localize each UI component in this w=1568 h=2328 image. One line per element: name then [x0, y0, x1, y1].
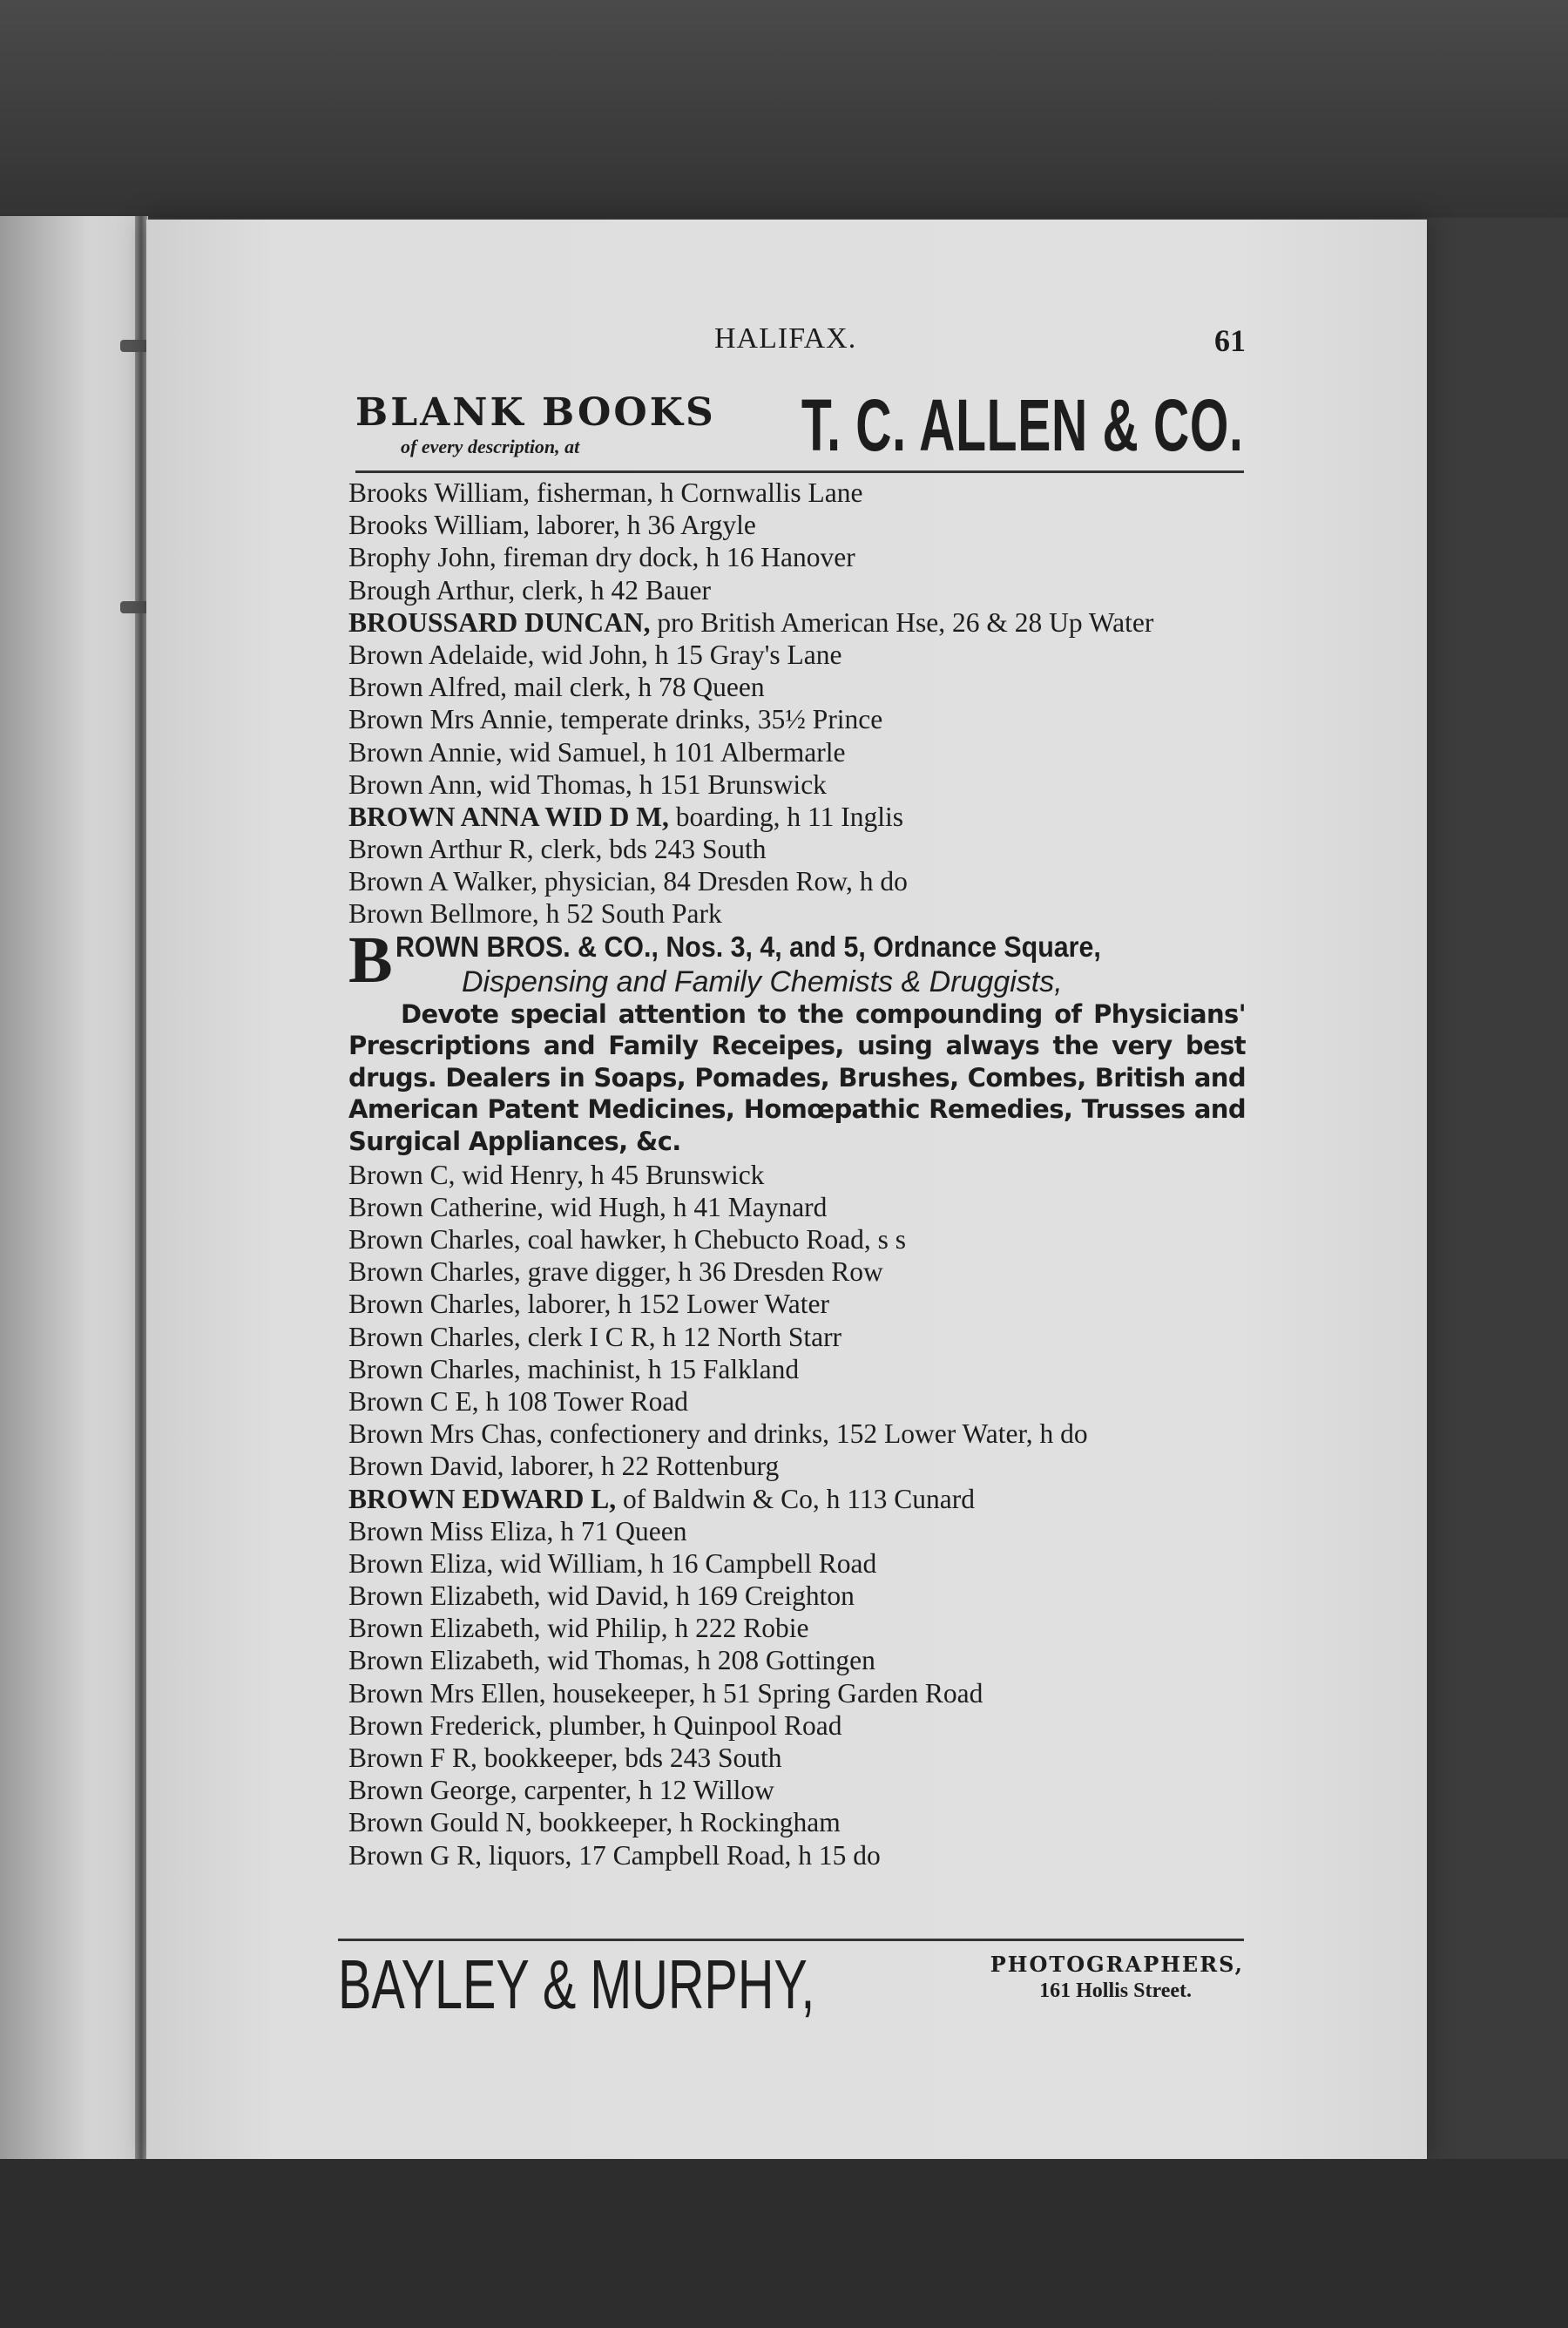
entry-details: fisherman, h Cornwallis Lane: [530, 477, 863, 508]
entries-group-before: [348, 477, 1254, 931]
entry-name: Brown Eliza,: [348, 1547, 494, 1579]
entry-details: pro British American Hse, 26 & 28 Up Water: [650, 606, 1154, 638]
entry-name: Brown Catherine,: [348, 1191, 544, 1222]
entry-name: Brown George,: [348, 1775, 517, 1806]
entry-name: Brown Adelaide,: [348, 639, 535, 670]
directory-entry: [348, 574, 1254, 606]
drop-cap: B: [348, 923, 393, 997]
ad-blank-books: BLANK BOOKS: [355, 390, 716, 435]
entry-name: Brooks William,: [348, 510, 531, 541]
entry-details: h 52 South Park: [538, 898, 722, 930]
directory-entry: [348, 1547, 1254, 1580]
directory-entry: [348, 768, 1254, 801]
directory-entry: [348, 1288, 1254, 1320]
entry-details: laborer, h 36 Argyle: [530, 510, 756, 541]
entry-name: BROWN ANNA WID D M,: [348, 801, 669, 832]
entry-details: wid Samuel, h 101 Albermarle: [502, 736, 846, 768]
entries-group-after: [348, 1159, 1254, 1871]
entry-details: wid John, h 15 Gray's Lane: [534, 639, 842, 670]
directory-entry: [348, 1677, 1254, 1709]
directory-entry: [348, 1159, 1254, 1191]
entry-details: of Baldwin & Co, h 113 Cunard: [616, 1483, 975, 1514]
advertisement-top: [355, 383, 1244, 473]
entry-name: Brown C,: [348, 1159, 456, 1190]
entry-details: clerk, h 42 Bauer: [515, 574, 712, 606]
directory-entry: [348, 1839, 1254, 1871]
scan-background-top: [0, 0, 1568, 218]
ad-bottom-trade: PHOTOGRAPHERS,: [990, 1952, 1244, 1977]
directory-entry: [348, 639, 1254, 671]
brown-bros-heading: ROWN BROS. & CO., Nos. 3, 4, and 5, Ordnance Square,: [395, 930, 1101, 963]
entry-name: Brown Miss Eliza,: [348, 1515, 554, 1546]
brown-bros-advertisement: [348, 923, 1254, 1159]
facing-page-edge: [0, 216, 148, 2168]
entry-name: Brown F R,: [348, 1743, 477, 1773]
directory-entry: [348, 1774, 1254, 1806]
directory-entry: [348, 477, 1254, 509]
directory-entry: [348, 1644, 1254, 1676]
directory-entry: [348, 509, 1254, 541]
directory-entry: [348, 1450, 1254, 1482]
directory-entry: [348, 1580, 1254, 1612]
directory-entry: [348, 801, 1254, 833]
ad-bottom-firm: BAYLEY & MURPHY,: [338, 1946, 815, 2023]
entry-name: Brown Mrs Ellen,: [348, 1677, 546, 1709]
entry-details: machinist, h 15 Falkland: [520, 1353, 800, 1384]
entry-name: Brown Ann,: [348, 768, 483, 800]
directory-entry: [348, 1709, 1254, 1742]
entry-details: mail clerk, h 78 Queen: [506, 672, 765, 703]
entry-name: Brown G R,: [348, 1839, 483, 1871]
entry-details: bookkeeper, h Rockingham: [531, 1807, 841, 1838]
entry-name: Brown C E,: [348, 1385, 479, 1417]
entry-details: liquors, 17 Campbell Road, h 15 do: [482, 1839, 881, 1871]
entry-name: Brown Elizabeth,: [348, 1580, 541, 1612]
directory-entry: [348, 1515, 1254, 1547]
entry-details: carpenter, h 12 Willow: [517, 1775, 774, 1806]
entry-name: Brown Elizabeth,: [348, 1645, 541, 1676]
directory-entry: [348, 897, 1254, 930]
entry-name: Brown Annie,: [348, 736, 503, 768]
entry-name: Brown Elizabeth,: [348, 1613, 541, 1644]
entry-details: coal hawker, h Chebucto Road, s s: [520, 1224, 906, 1255]
entry-name: Brown Charles,: [348, 1321, 521, 1352]
scan-background-bottom: [0, 2159, 1568, 2328]
entry-details: grave digger, h 36 Dresden Row: [520, 1256, 883, 1288]
directory-entry: [348, 703, 1254, 735]
brown-bros-description: Devote special attention to the compounding of Physicians' Prescriptions and Family Receipes, using always the very best drugs. Dealers in Soaps, Pomades, Brushes, Combes, British and American Patent Medicines, Homœpathic Remedies, Trusses and Surgical Appliances, &c.: [348, 998, 1246, 1156]
entry-details: laborer, h 152 Lower Water: [520, 1289, 829, 1320]
directory-listing: [348, 477, 1254, 1871]
directory-entry: [348, 541, 1254, 573]
entry-details: confectionery and drinks, 152 Lower Water, h do: [543, 1418, 1088, 1450]
entry-details: plumber, h Quinpool Road: [542, 1709, 842, 1741]
entry-details: housekeeper, h 51 Spring Garden Road: [545, 1677, 983, 1709]
entry-name: Brooks William,: [348, 477, 531, 508]
directory-entry: [348, 736, 1254, 768]
directory-entry: [348, 1191, 1254, 1223]
entry-details: wid David, h 169 Creighton: [540, 1580, 855, 1612]
directory-entry: [348, 833, 1254, 865]
advertisement-bottom: [338, 1939, 1244, 2028]
directory-entry: [348, 1612, 1254, 1644]
directory-entry: [348, 671, 1254, 703]
directory-entry: [348, 1353, 1254, 1385]
entry-name: Brown Frederick,: [348, 1709, 543, 1741]
brown-bros-tagline: Dispensing and Family Chemists & Druggists,: [462, 964, 1063, 998]
directory-entry: [348, 865, 1254, 897]
running-head-city: HALIFAX.: [714, 322, 857, 355]
entry-details: wid Thomas, h 208 Gottingen: [540, 1645, 875, 1676]
running-head: [348, 322, 1246, 366]
entry-details: boarding, h 11 Inglis: [668, 801, 904, 832]
entry-details: wid Hugh, h 41 Maynard: [543, 1191, 828, 1222]
entry-details: laborer, h 22 Rottenburg: [504, 1451, 780, 1482]
entry-name: Brown Charles,: [348, 1289, 521, 1320]
entry-name: Brough Arthur,: [348, 574, 516, 606]
directory-entry: [348, 1255, 1254, 1288]
entry-name: Brown Charles,: [348, 1353, 521, 1384]
directory-entry: [348, 1321, 1254, 1353]
entry-details: clerk I C R, h 12 North Starr: [520, 1321, 842, 1352]
entry-details: wid Philip, h 222 Robie: [540, 1613, 809, 1644]
entry-details: h 108 Tower Road: [478, 1385, 689, 1417]
entry-name: Brown Arthur R,: [348, 834, 534, 865]
entry-name: Brown Bellmore,: [348, 898, 539, 930]
entry-name: Brown Gould N,: [348, 1807, 532, 1838]
entry-details: wid Thomas, h 151 Brunswick: [483, 768, 827, 800]
directory-entry: [348, 606, 1254, 639]
directory-entry: [348, 1742, 1254, 1774]
directory-entry: [348, 1385, 1254, 1418]
entry-details: h 71 Queen: [553, 1515, 687, 1546]
entry-details: physician, 84 Dresden Row, h do: [537, 866, 908, 897]
page-number: 61: [1214, 323, 1246, 358]
entry-name: Brown Alfred,: [348, 672, 507, 703]
entry-name: Brown Charles,: [348, 1256, 521, 1288]
entry-details: clerk, bds 243 South: [533, 834, 767, 865]
entry-name: Brown Mrs Annie,: [348, 704, 554, 735]
entry-details: wid William, h 16 Campbell Road: [493, 1547, 877, 1579]
entry-name: BROWN EDWARD L,: [348, 1483, 617, 1514]
entry-name: BROUSSARD DUNCAN,: [348, 606, 651, 638]
directory-entry: [348, 1223, 1254, 1255]
entry-name: Brophy John,: [348, 542, 497, 573]
entry-name: Brown Mrs Chas,: [348, 1418, 544, 1450]
entry-details: temperate drinks, 35½ Prince: [553, 704, 883, 735]
entry-name: Brown Charles,: [348, 1224, 521, 1255]
directory-entry: [348, 1483, 1254, 1515]
entry-name: Brown A Walker,: [348, 866, 537, 897]
directory-entry: [348, 1418, 1254, 1450]
ad-firm-name: T. C. ALLEN & CO.: [801, 384, 1244, 466]
ad-description: of every description, at: [401, 436, 580, 457]
directory-entry: [348, 1806, 1254, 1838]
ad-bottom-address: 161 Hollis Street.: [1039, 1979, 1192, 2002]
book-binding: [135, 216, 147, 2168]
entry-details: fireman dry dock, h 16 Hanover: [496, 542, 855, 573]
entry-details: bookkeeper, bds 243 South: [476, 1743, 782, 1773]
entry-details: wid Henry, h 45 Brunswick: [455, 1159, 765, 1190]
entry-name: Brown David,: [348, 1451, 504, 1482]
